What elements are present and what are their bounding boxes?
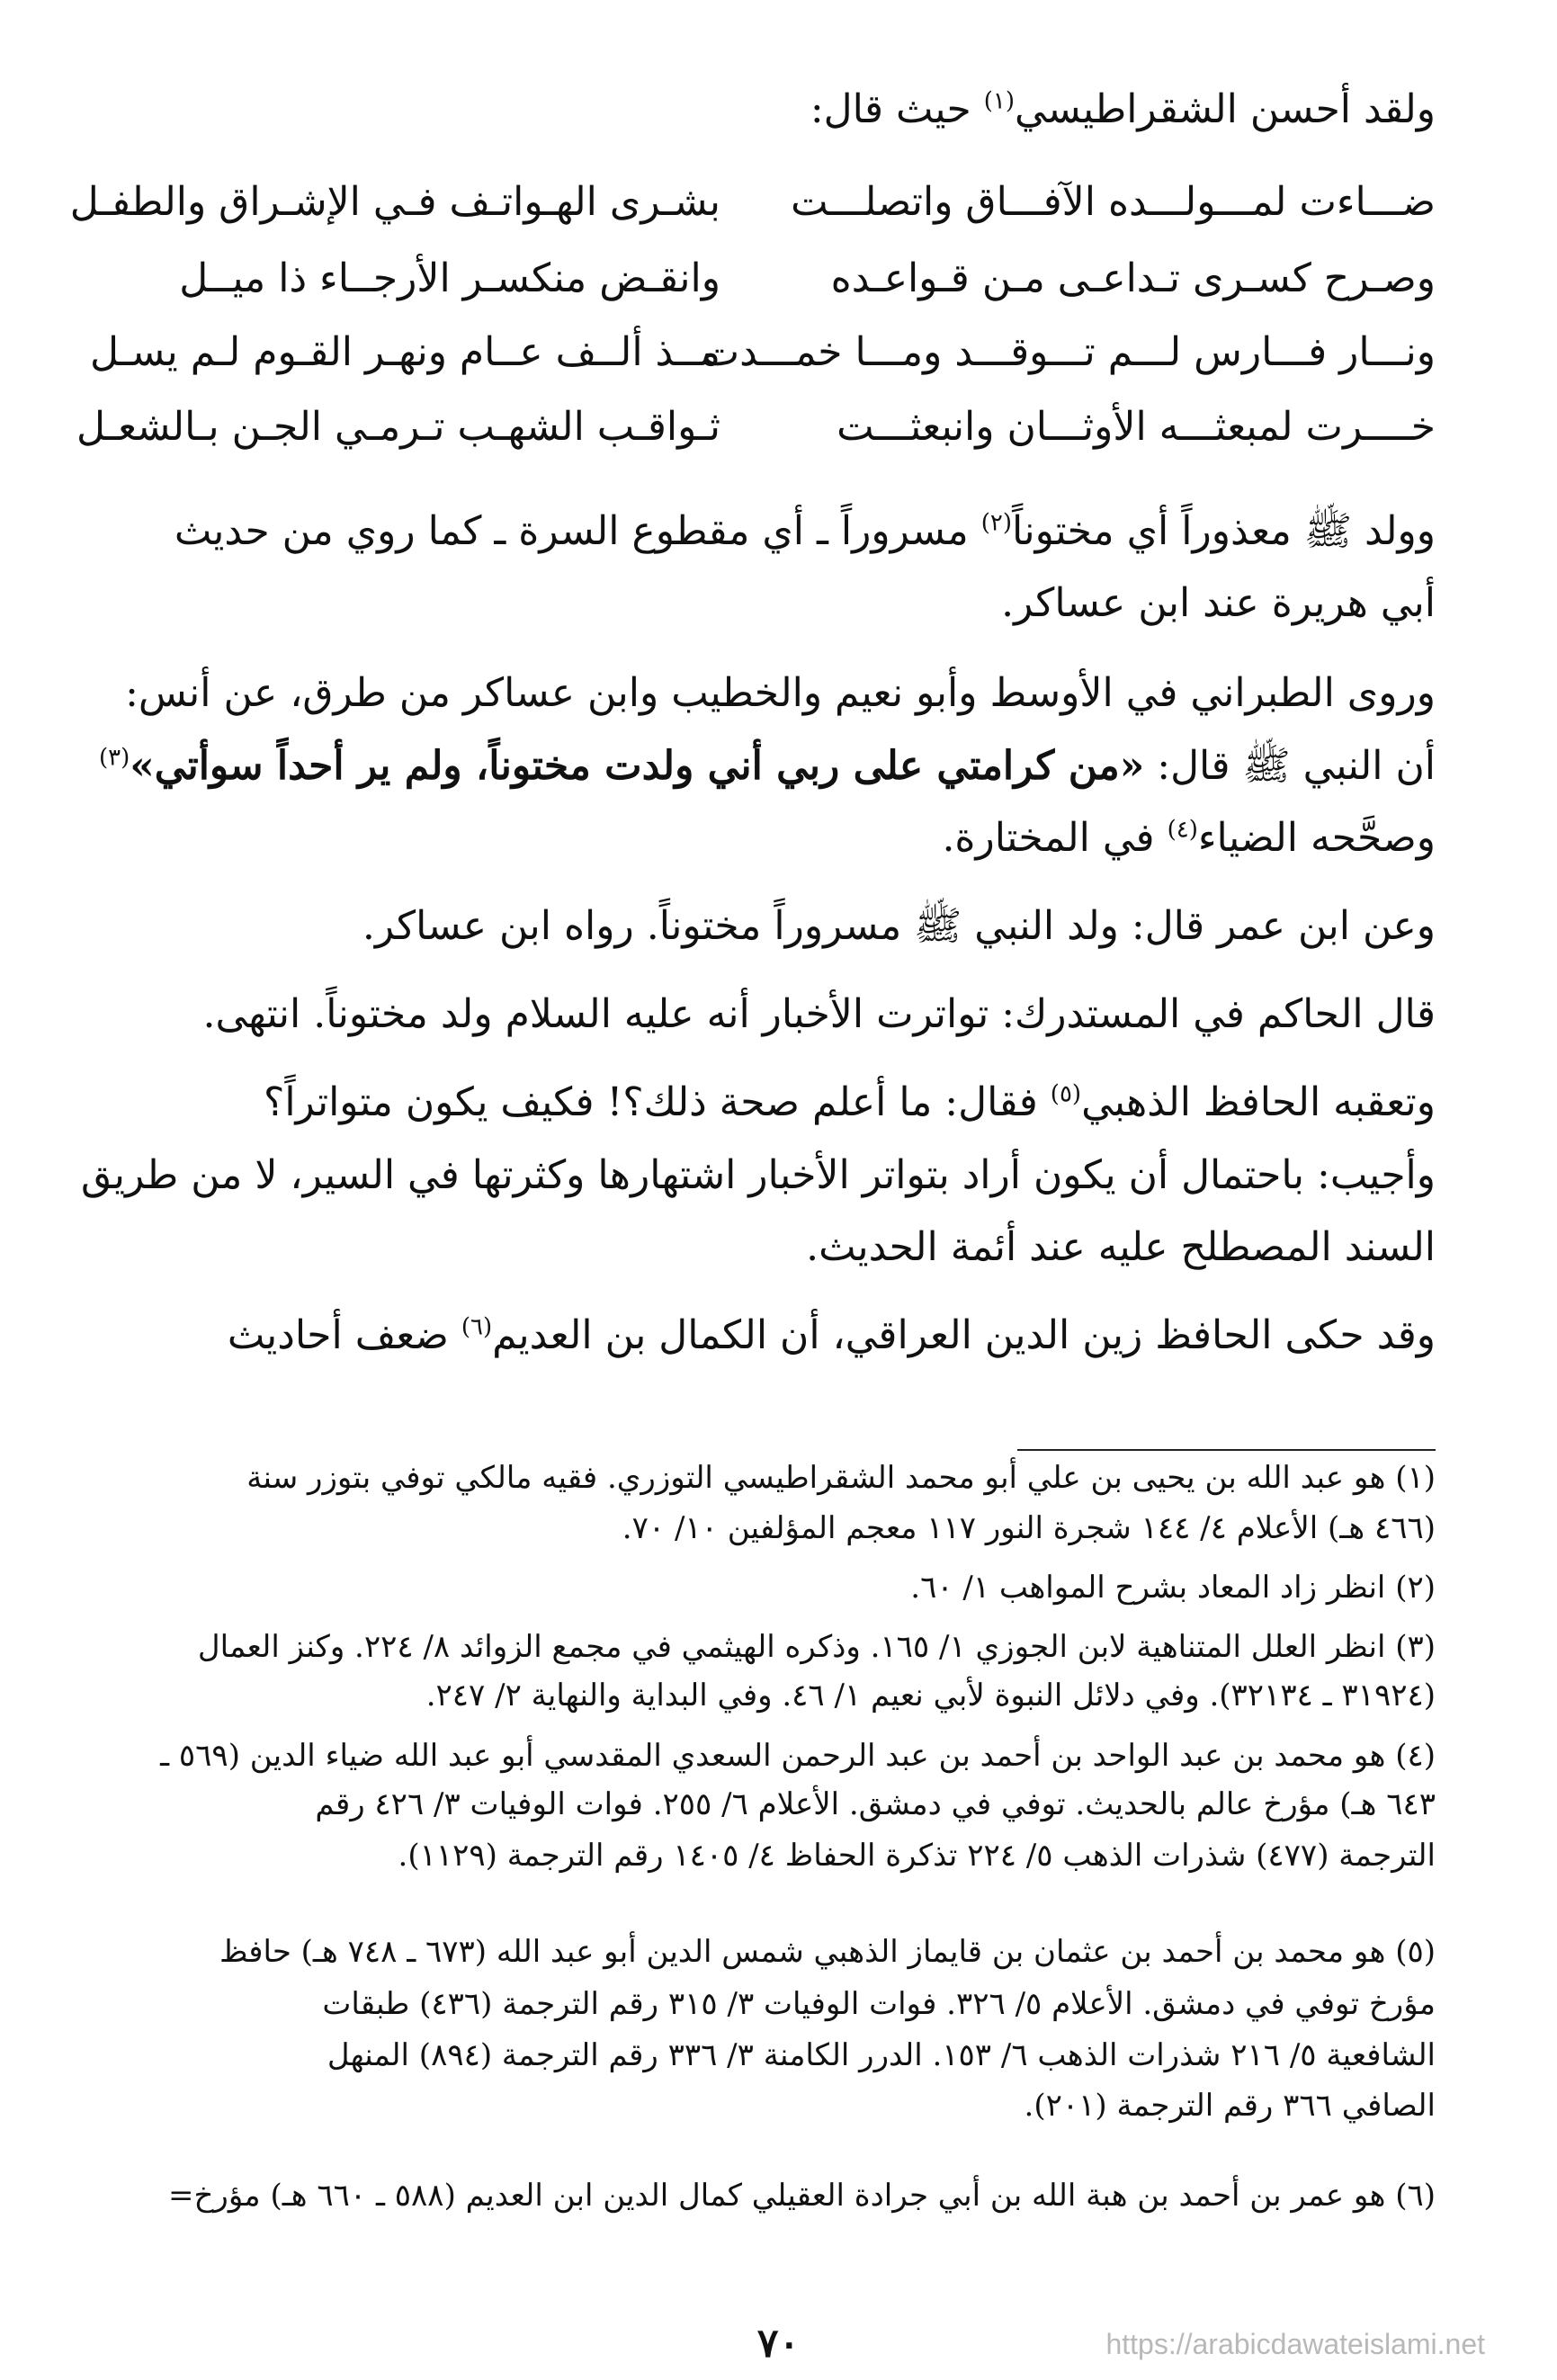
footnote-line: مؤرخ توفي في دمشق. الأعلام ٥/ ٣٢٦. فوات الوفيات ٣/ ٣١٥ رقم الترجمة (٤٣٦) طبقات bbox=[322, 1986, 1436, 2022]
paragraph-5-line-2: وأجيب: باحتمال أن يكون أراد بتواتر الأخبار اشتهارها وكثرتها في السير، لا من طريق bbox=[81, 1152, 1436, 1198]
footnote-line: (٦) هو عمر بن أحمد بن هبة الله بن أبي جرادة العقيلي كمال الدين ابن العديم (٥٨٨ ـ ٦٦٠ هـ) مؤرخ= bbox=[168, 2178, 1436, 2214]
paragraph-6-line-1 bbox=[118, 1309, 1436, 1363]
footnote-line: (٣) انظر العلل المتناهية لابن الجوزي ١/ ١٦٥. وذكره الهيثمي في مجمع الزوائد ٨/ ٢٢٤. وكنز العمال bbox=[197, 1629, 1436, 1665]
footnote-line: (٤٦٦ هـ) الأعلام ٤/ ١٤٤ شجرة النور ١١٧ معجم المؤلفين ١٠/ ٧٠. bbox=[622, 1510, 1436, 1546]
p2-text-a: أن النبي ﷺ قال: bbox=[1144, 743, 1436, 789]
verse-4-first-hemistich: خــــرت لمبعثـــه الأوثـــان وانبعثـــت bbox=[837, 404, 1436, 450]
p2-text-d: في المختارة. bbox=[942, 815, 1168, 861]
intro-line bbox=[118, 83, 1436, 137]
paragraph-2-line-1: وروى الطبراني في الأوسط وأبو نعيم والخطيب وابن عساكر من طرق، عن أنس: bbox=[125, 670, 1436, 716]
note-ref-5: (٥) bbox=[1050, 1080, 1082, 1108]
footnote-separator bbox=[1017, 1449, 1436, 1451]
note-ref-2: (٢) bbox=[980, 509, 1012, 537]
footnote-line: (١) هو عبد الله بن يحيى بن علي أبو محمد الشقراطيسي التوزري. فقيه مالكي توفي بتوزر سنة bbox=[246, 1460, 1436, 1496]
footnote-line: (٢) انظر زاد المعاد بشرح المواهب ١/ ٦٠. bbox=[910, 1570, 1436, 1606]
verse-4-second-hemistich: ثـواقـب الشهـب تـرمـي الجـن بـالشعـل bbox=[76, 404, 720, 450]
verse-2-first-hemistich: وصـرح كسـرى تـداعـى مـن قـواعـده bbox=[830, 255, 1436, 301]
note-ref-6: (٦) bbox=[461, 1313, 493, 1341]
p5-text-b: فقال: ما أعلم صحة ذلك؟! فكيف يكون متواتراً؟ bbox=[263, 1079, 1051, 1125]
hadith-quote: «من كرامتي على ربي أني ولدت مختوناً، ولم ير أحداً سوأتي» bbox=[130, 743, 1145, 789]
p6-text-b: ضعف أحاديث bbox=[227, 1312, 461, 1358]
note-ref-3: (٣) bbox=[99, 744, 130, 772]
footnote-line: (٣١٩٢٤ ـ ٣٢١٣٤). وفي دلائل النبوة لأبي نعيم ١/ ٤٦. وفي البداية والنهاية ٢/ ٢٤٧. bbox=[425, 1678, 1436, 1713]
paragraph-1-line-1 bbox=[118, 505, 1436, 559]
paragraph-2-line-3 bbox=[118, 811, 1436, 865]
verse-1-second-hemistich: بشـرى الهـواتـف فـي الإشـراق والطفـل bbox=[69, 179, 720, 225]
footnote-line: (٤) هو محمد بن عبد الواحد بن أحمد بن عبد الرحمن السعدي المقدسي أبو عبد الله ضياء الدين (٥٦٩ ـ bbox=[160, 1738, 1436, 1774]
paragraph-5-line-3: السند المصطلح عليه عند أئمة الحديث. bbox=[806, 1224, 1436, 1270]
verse-1-first-hemistich: ضـــاءت لمـــولـــده الآفـــاق واتصلـــت bbox=[791, 179, 1436, 225]
watermark-url: https://arabicdawateislami.net bbox=[1105, 2328, 1485, 2360]
paragraph-5-line-1 bbox=[118, 1076, 1436, 1130]
p6-text-a: وقد حكى الحافظ زين الدين العراقي، أن الكمال بن العديم bbox=[492, 1312, 1436, 1358]
paragraph-3: وعن ابن عمر قال: ولد النبي ﷺ مسروراً مختوناً. رواه ابن عساكر. bbox=[362, 903, 1436, 949]
footnote-line: ٦٤٣ هـ) مؤرخ عالم بالحديث. توفي في دمشق. الأعلام ٦/ ٢٥٥. فوات الوفيات ٣/ ٤٢٦ رقم bbox=[315, 1786, 1436, 1822]
note-ref-4: (٤) bbox=[1167, 816, 1198, 844]
intro-text: ولقد أحسن الشقراطيسي bbox=[1014, 86, 1436, 132]
p2-text-c: وصحَّحه الضياء bbox=[1197, 815, 1436, 861]
paragraph-2-line-2 bbox=[99, 739, 1436, 793]
intro-end: حيث قال: bbox=[810, 86, 984, 132]
verse-3-second-hemistich: مــذ ألــف عــام ونهـر القـوم لـم يسـل bbox=[90, 329, 720, 375]
paragraph-4: قال الحاكم في المستدرك: تواترت الأخبار أنه عليه السلام ولد مختوناً. انتهى. bbox=[202, 991, 1436, 1037]
footnote-line: (٥) هو محمد بن أحمد بن عثمان بن قايماز الذهبي شمس الدين أبو عبد الله (٦٧٣ ـ ٧٤٨ هـ) حافظ bbox=[219, 1934, 1436, 1970]
verse-2-second-hemistich: وانقـض منكسـر الأرجــاء ذا ميــل bbox=[179, 255, 720, 301]
note-ref-1: (١) bbox=[983, 87, 1015, 115]
paragraph-1-line-2: أبي هريرة عند ابن عساكر. bbox=[1001, 580, 1436, 626]
footnote-line: الترجمة (٤٧٧) شذرات الذهب ٥/ ٢٢٤ تذكرة الحفاظ ٤/ ١٤٠٥ رقم الترجمة (١١٢٩). bbox=[398, 1838, 1436, 1874]
p1-text-b: مسروراً ـ أي مقطوع السرة ـ كما روي من حديث bbox=[174, 508, 981, 554]
p1-text-a: وولد ﷺ معذوراً أي مختوناً bbox=[1011, 508, 1436, 554]
p5-text-a: وتعقبه الحافظ الذهبي bbox=[1081, 1079, 1436, 1125]
footnote-line: الشافعية ٥/ ٢١٦ شذرات الذهب ٦/ ١٥٣. الدرر الكامنة ٣/ ٣٣٦ رقم الترجمة (٨٩٤) المنهل bbox=[327, 2037, 1436, 2073]
verse-3-first-hemistich: ونـــار فـــارس لـــم تـــوقـــد ومـــا خمـــدت bbox=[702, 329, 1436, 375]
page-number: ٧٠ bbox=[756, 2321, 801, 2367]
footnote-line: الصافي ٣٦٦ رقم الترجمة (٢٠١). bbox=[1024, 2088, 1436, 2124]
